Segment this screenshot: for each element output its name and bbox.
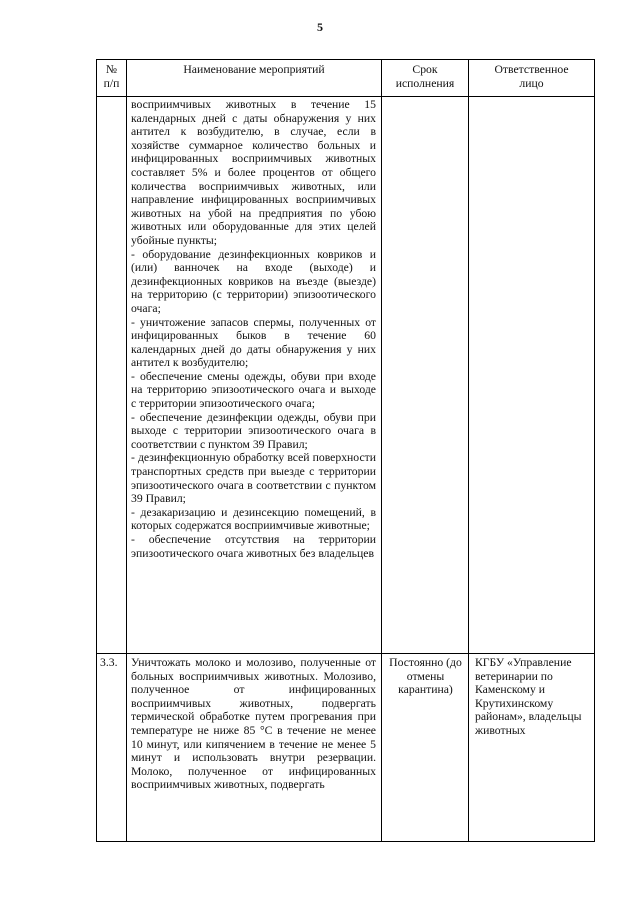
measures-table xyxy=(96,59,595,842)
header-term-label: Срок исполнения xyxy=(395,63,455,90)
row-term-cell xyxy=(382,654,469,842)
continuation-action-cell xyxy=(127,97,382,654)
row-action-text: Уничтожать молоко и молозиво, полученные от больных восприимчивых животных. Молозиво, полученное от инфицированных восприимчивых животных, подвергать термической обработке путем прогревания при температуре не ниже 85 °С в течение не менее 10 минут, или кипячением в течение не менее 5 минут и использовать внутри резервации. Молоко, полученное от инфицированных восприимчивых животных, подвергать xyxy=(131,656,376,792)
header-name-label: Наименование мероприятий xyxy=(183,63,325,76)
row-number: 3.3. xyxy=(100,656,118,669)
row-number-cell xyxy=(97,654,127,842)
table-row-continuation xyxy=(97,97,595,654)
row-responsible-text: КГБУ «Управление ветеринарии по Каменскому и Крутихинскому районам», владельцы животных xyxy=(475,656,582,737)
header-term xyxy=(382,60,469,97)
continuation-action-text: восприимчивых животных в течение 15 календарных дней с даты обнаружения у них антител к возбудителю, в случае, если в хозяйстве суммарное количество больных и инфицированных восприимчивых животных составляет 5% и более процентов от общего количества восприимчивых животных, или направление инфицированных восприимчивых животных на убой на предприятия по убою животных или оборудованные для этих целей убойные пункты; - оборудование дезинфекционных ковриков и (или) ванночек на входе (выходе) и дезинфекционных ковриков на въезде (выезде) на территорию (с территории) эпизоотического очага; - уничтожение запасов спермы, полученных от инфицированных быков в течение 60 календарных дней до даты обнаружения у них антител к возбудителю; - обеспечение смены одежды, обуви при входе на территорию эпизоотического очага и выходе с территории эпизоотического очага; - обеспечение дезинфекции одежды, обуви при выходе с территории эпизоотического очага в соответствии с пунктом 39 Правил; - дезинфекционную обработку всей поверхности транспортных средств при выезде с территории эпизоотического очага в соответствии с пунктом 39 Правил; - дезакаризацию и дезинсекцию помещений, в которых содержатся восприимчивые животные; - обеспечение отсутствия на территории эпизоотического очага животных без владельцев xyxy=(131,98,376,560)
table-row-3-3 xyxy=(97,654,595,842)
header-number xyxy=(97,60,127,97)
row-responsible-cell xyxy=(469,654,595,842)
continuation-term-cell xyxy=(382,97,469,654)
header-responsible xyxy=(469,60,595,97)
row-term-text: Постоянно (до отмены карантина) xyxy=(389,656,462,697)
header-name xyxy=(127,60,382,97)
header-number-label: № п/п xyxy=(103,63,120,90)
header-responsible-label: Ответственное лицо xyxy=(494,63,569,90)
page-number: 5 xyxy=(317,20,323,34)
row-action-cell xyxy=(127,654,382,842)
continuation-number-cell xyxy=(97,97,127,654)
table-header-row xyxy=(97,60,595,97)
continuation-responsible-cell xyxy=(469,97,595,654)
